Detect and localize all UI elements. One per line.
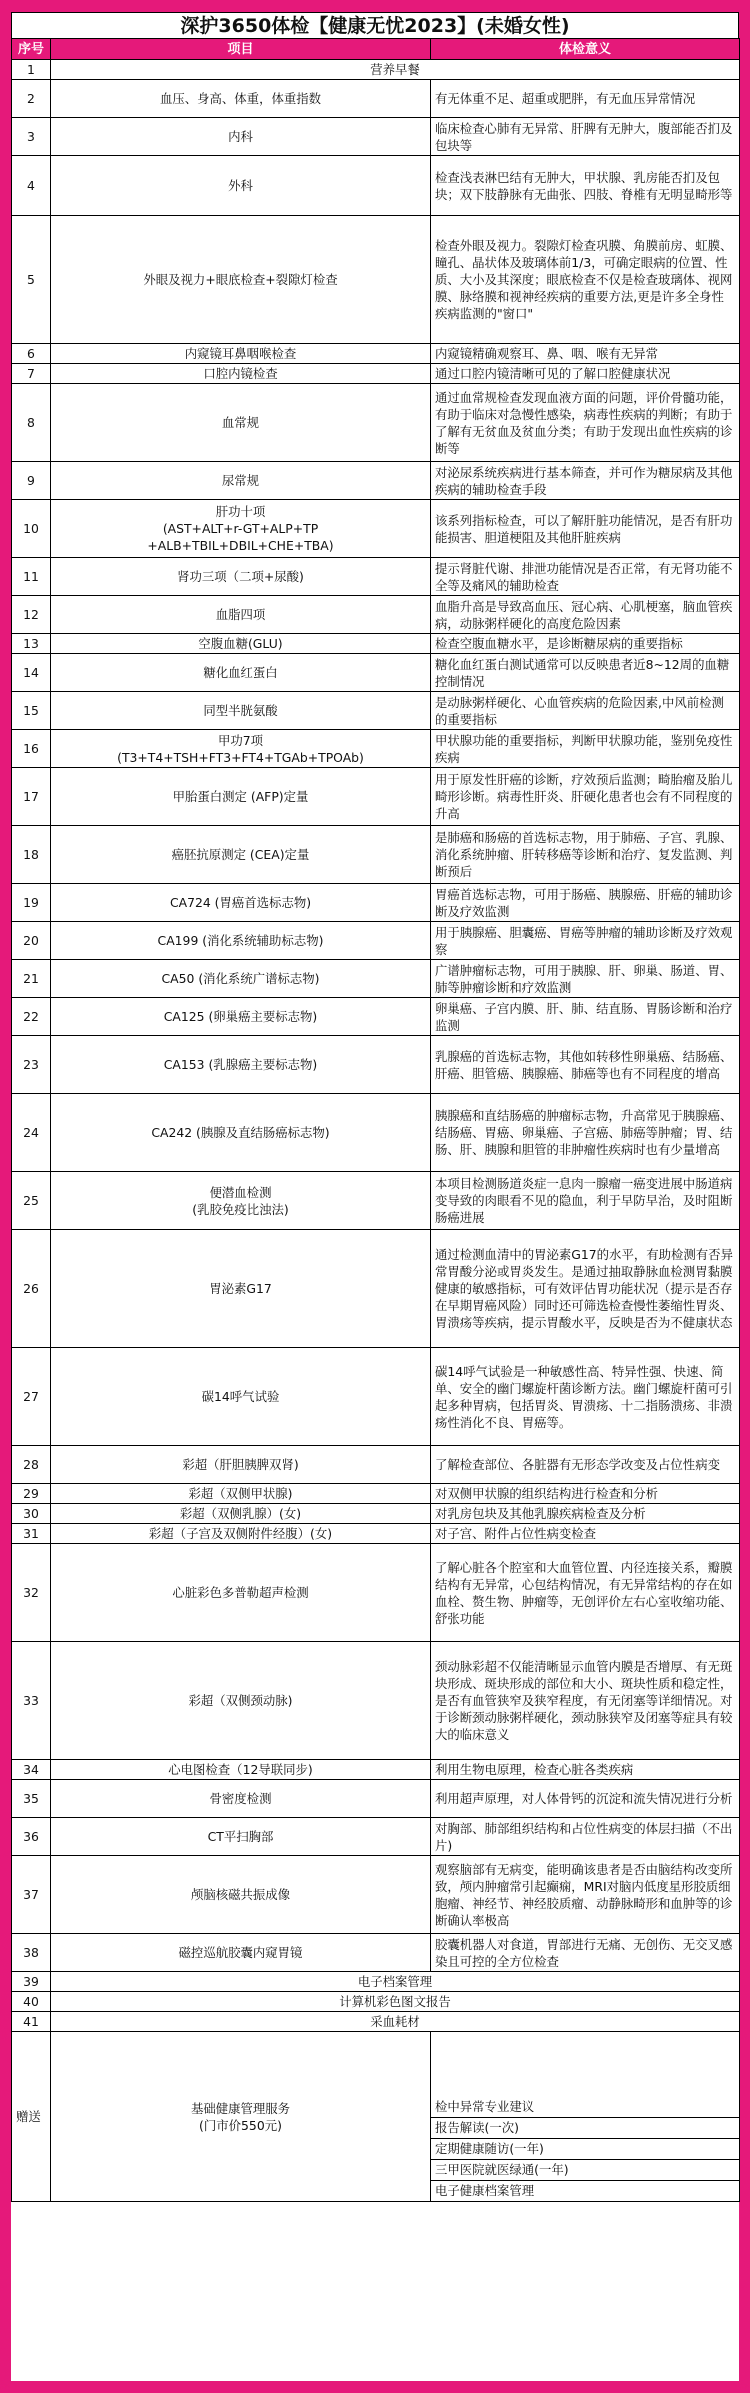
- row-number: 1: [12, 60, 51, 80]
- checkup-item-meaning: 利用生物电原理，检查心脏各类疾病: [431, 1760, 740, 1780]
- gift-service-price: (门市价550元): [199, 2117, 282, 2133]
- checkup-item-name: [51, 1230, 431, 1348]
- row-number: 12: [12, 596, 51, 634]
- checkup-item-meaning: 血脂升高是导致高血压、冠心病、心肌梗塞，脑血管疾病，动脉粥样硬化的高度危险因素: [431, 596, 740, 634]
- checkup-item-meaning: 通过血常规检查发现血液方面的问题，评价骨髓功能，有助于临床对急慢性感染，病毒性疾病的判断；有助于了解有无贫血及贫血分类；有助于发现出血性疾病的诊断等: [431, 384, 740, 462]
- row-number: 6: [12, 344, 51, 364]
- checkup-item-name: [51, 1856, 431, 1934]
- row-number: 25: [12, 1172, 51, 1230]
- checkup-item-name: [51, 60, 740, 80]
- row-number: 38: [12, 1934, 51, 1972]
- table-row: [12, 1348, 740, 1446]
- item-name-line: 心脏彩色多普勒超声检测: [172, 1585, 309, 1600]
- checkup-item-name: [51, 1992, 740, 2012]
- checkup-item-meaning: 是动脉粥样硬化、心血管疾病的危险因素,中风前检测的重要指标: [431, 692, 740, 730]
- table-row: [12, 344, 740, 364]
- table-row: [12, 634, 740, 654]
- item-name-line: 胃泌素G17: [209, 1281, 272, 1296]
- row-number: 15: [12, 692, 51, 730]
- checkup-item-meaning: 碳14呼气试验是一种敏感性高、特异性强、快速、简单、安全的幽门螺旋杆菌诊断方法。幽门螺旋杆菌可引起多种胃病，包括胃炎、胃溃疡、十二指肠溃疡、非溃疡性消化不良、胃癌等。: [431, 1348, 740, 1446]
- table-row: [12, 1544, 740, 1642]
- table-row: [12, 462, 740, 500]
- checkup-item-name: [51, 1524, 431, 1544]
- item-name-line: 营养早餐: [370, 62, 420, 77]
- table-row: [12, 364, 740, 384]
- item-name-line: 彩超（肝胆胰脾双肾): [182, 1457, 299, 1472]
- checkup-item-meaning: 该系列指标检查，可以了解肝脏功能情况，是否有肝功能损害、胆道梗阻及其他肝脏疾病: [431, 500, 740, 558]
- checkup-item-name: [51, 364, 431, 384]
- checkup-package-sheet: [11, 12, 739, 2381]
- table-body: [12, 60, 740, 2032]
- table-row: [12, 596, 740, 634]
- row-number: 2: [12, 80, 51, 118]
- row-number: 20: [12, 922, 51, 960]
- checkup-item-name: [51, 884, 431, 922]
- item-name-line: 肾功三项（二项+尿酸): [177, 569, 304, 584]
- checkup-item-meaning: 通过口腔内镜清晰可见的了解口腔健康状况: [431, 364, 740, 384]
- row-number: 11: [12, 558, 51, 596]
- table-row: [12, 654, 740, 692]
- item-name-line: 计算机彩色图文报告: [339, 1994, 451, 2009]
- checkup-item-meaning: 检查浅表淋巴结有无肿大，甲状腺、乳房能否扪及包块；双下肢静脉有无曲张、四肢、脊椎有无明显畸形等: [431, 156, 740, 216]
- row-number: 36: [12, 1818, 51, 1856]
- checkup-item-meaning: 乳腺癌的首选标志物，其他如转移性卵巢癌、结肠癌、肝癌、胆管癌、胰腺癌、肺癌等也有不同程度的增高: [431, 1036, 740, 1094]
- checkup-item-name: [51, 384, 431, 462]
- checkup-item-name: [51, 922, 431, 960]
- item-name-line: 尿常规: [221, 473, 260, 488]
- item-name-line: 心电图检查（12导联同步): [168, 1762, 313, 1777]
- checkup-item-name: [51, 500, 431, 558]
- item-name-line: CA153 (乳腺癌主要标志物): [163, 1057, 318, 1072]
- item-name-line: 彩超（子宫及双侧附件经腹）(女): [148, 1526, 333, 1541]
- checkup-item-name: [51, 998, 431, 1036]
- column-header-item: 项目: [51, 39, 431, 60]
- gift-service-item: 定期健康随访(一年): [431, 2138, 739, 2159]
- checkup-item-meaning: 是肺癌和肠癌的首选标志物，用于肺癌、子宫、乳腺、消化系统肿瘤、肝转移癌等诊断和治疗、复发监测、判断预后: [431, 826, 740, 884]
- checkup-item-meaning: 甲状腺功能的重要指标，判断甲状腺功能，鉴别免疫性疾病: [431, 730, 740, 768]
- checkup-item-meaning: 胶囊机器人对食道，胃部进行无痛、无创伤、无交叉感染且可控的全方位检查: [431, 1934, 740, 1972]
- checkup-item-name: [51, 1544, 431, 1642]
- gift-service-item: 电子健康档案管理: [431, 2180, 739, 2201]
- checkup-item-name: [51, 1036, 431, 1094]
- checkup-item-name: [51, 730, 431, 768]
- table-row: [12, 1934, 740, 1972]
- row-number: 28: [12, 1446, 51, 1484]
- item-name-line: 糖化血红蛋白: [203, 665, 278, 680]
- checkup-item-meaning: 通过检测血清中的胃泌素G17的水平，有助检测有否异常胃酸分泌或胃炎发生。是通过抽取静脉血检测胃黏膜健康的敏感指标，可有效评估胃功能状况（提示是否存在早期胃癌风险）同时还可筛选检查慢性萎缩性胃炎、胃溃疡等疾病，提示胃酸水平，反映是否为不健康状态: [431, 1230, 740, 1348]
- row-number: 17: [12, 768, 51, 826]
- checkup-item-meaning: 了解检查部位、各脏器有无形态学改变及占位性病变: [431, 1446, 740, 1484]
- table-row: [12, 1094, 740, 1172]
- item-name-line: +ALB+TBIL+DBIL+CHE+TBA): [147, 538, 334, 553]
- table-row: [12, 1230, 740, 1348]
- checkup-item-name: [51, 960, 431, 998]
- checkup-item-name: [51, 1780, 431, 1818]
- table-row: [12, 1504, 740, 1524]
- gift-service-item: 检中异常专业建议: [435, 2099, 535, 2114]
- page-title: 深护3650体检【健康无忧2023】(未婚女性): [11, 12, 739, 38]
- item-name-line: 外科: [228, 178, 253, 193]
- checkup-item-name: [51, 768, 431, 826]
- row-number: 18: [12, 826, 51, 884]
- checkup-item-meaning: 用于原发性肝癌的诊断，疗效预后监测；畸胎瘤及胎儿畸形诊断。病毒性肝炎、肝硬化患者也会有不同程度的升高: [431, 768, 740, 826]
- item-name-line: 甲胎蛋白测定 (AFP)定量: [172, 789, 309, 804]
- item-name-line: 彩超（双侧颈动脉): [188, 1693, 293, 1708]
- table-row: [12, 80, 740, 118]
- gift-label: 赠送: [12, 2032, 51, 2202]
- row-number: 21: [12, 960, 51, 998]
- table-row: [12, 1972, 740, 1992]
- checkup-item-meaning: 对乳房包块及其他乳腺疾病检查及分析: [431, 1504, 740, 1524]
- row-number: 29: [12, 1484, 51, 1504]
- item-name-line: 血常规: [221, 415, 260, 430]
- checkup-item-name: [51, 1348, 431, 1446]
- item-name-line: CT平扫胸部: [207, 1829, 274, 1844]
- row-number: 24: [12, 1094, 51, 1172]
- item-name-line: 血压、身高、体重，体重指数: [159, 91, 322, 106]
- checkup-item-meaning: 广谱肿瘤标志物，可用于胰腺、肝、卵巢、肠道、胃、肺等肿瘤诊断和疗效监测: [431, 960, 740, 998]
- row-number: 7: [12, 364, 51, 384]
- table-row: [12, 1818, 740, 1856]
- checkup-item-name: [51, 826, 431, 884]
- checkup-item-name: [51, 1484, 431, 1504]
- checkup-item-meaning: 有无体重不足、超重或肥胖，有无血压异常情况: [431, 80, 740, 118]
- checkup-item-name: [51, 1972, 740, 1992]
- item-name-line: CA724 (胃癌首选标志物): [169, 895, 312, 910]
- checkup-item-name: [51, 1760, 431, 1780]
- checkup-item-meaning: 利用超声原理，对人体骨钙的沉淀和流失情况进行分析: [431, 1780, 740, 1818]
- checkup-item-name: [51, 1642, 431, 1760]
- checkup-item-name: [51, 80, 431, 118]
- row-number: 23: [12, 1036, 51, 1094]
- column-header-meaning: 体检意义: [431, 39, 740, 60]
- table-row: [12, 1992, 740, 2012]
- checkup-items-table: [11, 38, 740, 2202]
- checkup-item-name: [51, 2012, 740, 2032]
- item-name-line: 同型半胱氨酸: [203, 703, 278, 718]
- row-number: 31: [12, 1524, 51, 1544]
- checkup-item-name: [51, 1818, 431, 1856]
- item-name-line: 电子档案管理: [357, 1974, 433, 1989]
- item-name-line: CA50 (消化系统广谱标志物): [161, 971, 320, 986]
- table-row: [12, 1642, 740, 1760]
- checkup-item-meaning: 本项目检测肠道炎症一息肉一腺瘤一癌变进展中肠道病变导致的肉眼看不见的隐血，利于早防早治，及时阻断肠癌进展: [431, 1172, 740, 1230]
- gift-services-list: [431, 2097, 739, 2201]
- checkup-item-meaning: 检查外眼及视力。裂隙灯检查巩膜、角膜前房、虹膜、瞳孔、晶状体及玻璃体前1/3，可确定眼病的位置、性质、大小及其深度；眼底检查不仅是检查玻璃体、视网膜、脉络膜和视神经疾病的重要方法,更是许多全身性疾病监测的"窗口": [431, 216, 740, 344]
- checkup-item-meaning: 胃癌首选标志物，可用于肠癌、胰腺癌、肝癌的辅助诊断及疗效监测: [431, 884, 740, 922]
- table-row: [12, 500, 740, 558]
- checkup-item-meaning: 对子宫、附件占位性病变检查: [431, 1524, 740, 1544]
- item-name-line: 采血耗材: [370, 2014, 420, 2029]
- checkup-item-name: [51, 1934, 431, 1972]
- row-number: 34: [12, 1760, 51, 1780]
- row-number: 10: [12, 500, 51, 558]
- checkup-item-meaning: 用于胰腺癌、胆囊癌、胃癌等肿瘤的辅助诊断及疗效观察: [431, 922, 740, 960]
- checkup-item-name: [51, 634, 431, 654]
- checkup-item-name: [51, 692, 431, 730]
- checkup-item-name: [51, 118, 431, 156]
- checkup-item-meaning: 糖化血红蛋白测试通常可以反映患者近8~12周的血糖控制情况: [431, 654, 740, 692]
- row-number: 16: [12, 730, 51, 768]
- table-row: [12, 1856, 740, 1934]
- table-row: [12, 2012, 740, 2032]
- table-row: [12, 384, 740, 462]
- checkup-item-name: [51, 216, 431, 344]
- table-row: [12, 558, 740, 596]
- item-name-line: 内窥镜耳鼻咽喉检查: [184, 346, 297, 361]
- checkup-item-name: [51, 1446, 431, 1484]
- row-number: 5: [12, 216, 51, 344]
- item-name-line: 外眼及视力+眼底检查+裂隙灯检查: [143, 272, 338, 287]
- checkup-item-meaning: 提示肾脏代谢、排泄功能情况是否正常，有无肾功能不全等及痛风的辅助检查: [431, 558, 740, 596]
- item-name-line: 碳14呼气试验: [201, 1389, 280, 1404]
- checkup-item-meaning: 临床检查心肺有无异常、肝脾有无肿大，腹部能否扪及包块等: [431, 118, 740, 156]
- item-name-line: 内科: [228, 129, 253, 144]
- row-number: 4: [12, 156, 51, 216]
- item-name-line: (AST+ALT+r-GT+ALP+TP: [162, 521, 319, 536]
- gift-services-cell: [431, 2032, 740, 2202]
- row-number: 39: [12, 1972, 51, 1992]
- checkup-item-meaning: 对双侧甲状腺的组织结构进行检查和分析: [431, 1484, 740, 1504]
- row-number: 26: [12, 1230, 51, 1348]
- table-row: [12, 60, 740, 80]
- row-number: 41: [12, 2012, 51, 2032]
- item-name-line: 空腹血糖(GLU): [198, 636, 283, 651]
- table-row: [12, 826, 740, 884]
- table-header-row: [12, 39, 740, 60]
- item-name-line: CA125 (卵巢癌主要标志物): [163, 1009, 318, 1024]
- item-name-line: (乳胶免疫比浊法): [192, 1201, 289, 1217]
- row-number: 32: [12, 1544, 51, 1642]
- checkup-item-meaning: 内窥镜精确观察耳、鼻、咽、喉有无异常: [431, 344, 740, 364]
- row-number: 13: [12, 634, 51, 654]
- table-row: [12, 1036, 740, 1094]
- row-number: 30: [12, 1504, 51, 1524]
- row-number: 33: [12, 1642, 51, 1760]
- gift-service-title: 基础健康管理服务: [190, 2100, 291, 2116]
- table-row: [12, 1524, 740, 1544]
- row-number: 35: [12, 1780, 51, 1818]
- checkup-item-meaning: 卵巢癌、子宫内膜、肝、肺、结直肠、胃肠诊断和治疗监测: [431, 998, 740, 1036]
- item-name-line: 便潜血检测: [209, 1184, 272, 1200]
- row-number: 40: [12, 1992, 51, 2012]
- checkup-item-name: [51, 558, 431, 596]
- item-name-line: 甲功7项: [217, 732, 264, 748]
- checkup-item-name: [51, 1504, 431, 1524]
- table-row: [12, 1484, 740, 1504]
- item-name-line: (T3+T4+TSH+FT3+FT4+TGAb+TPOAb): [117, 749, 364, 765]
- checkup-item-meaning: 对泌尿系统疾病进行基本筛查，并可作为糖尿病及其他疾病的辅助检查手段: [431, 462, 740, 500]
- table-row: [12, 1760, 740, 1780]
- gift-service-item: 三甲医院就医绿通(一年): [431, 2159, 739, 2180]
- row-number: 14: [12, 654, 51, 692]
- checkup-item-name: [51, 344, 431, 364]
- checkup-item-name: [51, 1094, 431, 1172]
- table-row: [12, 922, 740, 960]
- row-number: 27: [12, 1348, 51, 1446]
- checkup-item-name: [51, 1172, 431, 1230]
- checkup-item-name: [51, 654, 431, 692]
- row-number: 3: [12, 118, 51, 156]
- item-name-line: CA199 (消化系统辅助标志物): [157, 933, 324, 948]
- checkup-item-meaning: 对胸部、肺部组织结构和占位性病变的体层扫描（不出片): [431, 1818, 740, 1856]
- table-row: [12, 1172, 740, 1230]
- item-name-line: 肝功十项: [215, 504, 266, 519]
- gift-service-name: [51, 2032, 431, 2202]
- row-number: 19: [12, 884, 51, 922]
- column-header-no: 序号: [12, 39, 51, 60]
- table-row: [12, 768, 740, 826]
- table-row: [12, 118, 740, 156]
- gift-row: [12, 2032, 740, 2202]
- checkup-item-name: [51, 596, 431, 634]
- item-name-line: 口腔内镜检查: [203, 366, 278, 381]
- item-name-line: 颅脑核磁共振成像: [190, 1887, 291, 1902]
- checkup-item-meaning: 胰腺癌和直结肠癌的肿瘤标志物，升高常见于胰腺癌、结肠癌、胃癌、卵巢癌、子宫癌、肺癌等肿瘤；胃、结肠、肝、胰腺和胆管的非肿瘤性疾病时也有少量增高: [431, 1094, 740, 1172]
- item-name-line: CA242 (胰腺及直结肠癌标志物): [151, 1125, 330, 1140]
- table-row: [12, 156, 740, 216]
- row-number: 22: [12, 998, 51, 1036]
- item-name-line: 磁控巡航胶囊内窥胃镜: [178, 1945, 303, 1960]
- table-row: [12, 960, 740, 998]
- item-name-line: 彩超（双侧甲状腺): [188, 1486, 293, 1501]
- row-number: 8: [12, 384, 51, 462]
- table-row: [12, 216, 740, 344]
- row-number: 37: [12, 1856, 51, 1934]
- table-row: [12, 730, 740, 768]
- item-name-line: 彩超（双侧乳腺）(女): [179, 1506, 302, 1521]
- checkup-item-name: [51, 462, 431, 500]
- table-row: [12, 1446, 740, 1484]
- checkup-item-meaning: 了解心脏各个腔室和大血管位置、内径连接关系，瓣膜结构有无异常，心包结构情况，有无异常结构的存在如血栓、赘生物、肿瘤等，无创评价左右心室收缩功能、舒张功能: [431, 1544, 740, 1642]
- checkup-item-meaning: 观察脑部有无病变，能明确该患者是否由脑结构改变所致，颅内肿瘤常引起癫痫，MRI对脑内低度星形胶质细胞瘤、神经节、神经胶质瘤、动静脉畸形和血肿等的诊断确认率极高: [431, 1856, 740, 1934]
- checkup-item-meaning: 检查空腹血糖水平，是诊断糖尿病的重要指标: [431, 634, 740, 654]
- item-name-line: 骨密度检测: [209, 1791, 272, 1806]
- table-row: [12, 884, 740, 922]
- table-row: [12, 998, 740, 1036]
- table-row: [12, 692, 740, 730]
- checkup-item-name: [51, 156, 431, 216]
- checkup-item-meaning: 颈动脉彩超不仅能清晰显示血管内膜是否增厚、有无斑块形成、斑块形成的部位和大小、斑块性质和稳定性，是否有血管狭窄及狭窄程度，有无闭塞等详细情况。对于诊断颈动脉粥样硬化，颈动脉狭窄及闭塞等症具有较大的临床意义: [431, 1642, 740, 1760]
- item-name-line: 血脂四项: [215, 607, 266, 622]
- gift-service-item: 报告解读(一次): [431, 2117, 739, 2138]
- item-name-line: 癌胚抗原测定 (CEA)定量: [171, 847, 310, 862]
- row-number: 9: [12, 462, 51, 500]
- table-row: [12, 1780, 740, 1818]
